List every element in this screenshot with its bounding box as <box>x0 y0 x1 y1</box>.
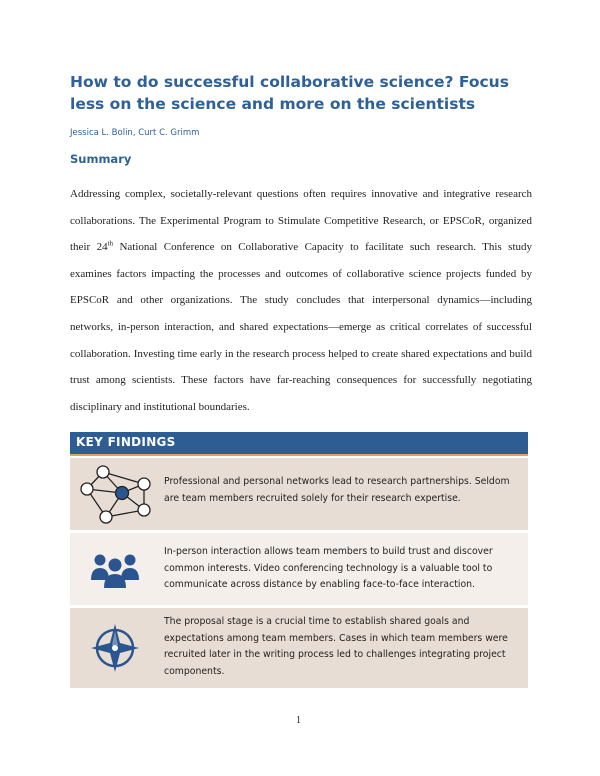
finding-row <box>70 458 528 530</box>
compass-icon <box>70 608 160 688</box>
summary-text-part-a: Addressing complex, societally-relevant questions often requires innovative and integrative research collaborations. The Experimental Program to Stimulate Competitive Research, or EPSCoR, organized their 24 <box>70 188 532 254</box>
summary-heading: Summary <box>70 152 132 166</box>
finding-row <box>70 608 528 688</box>
finding-row <box>70 533 528 605</box>
paper-title: How to do successful collaborative science? Focus less on the science and more on the scientists <box>70 73 509 113</box>
summary-paragraph <box>70 181 532 420</box>
network-icon <box>70 458 160 530</box>
ordinal-superscript: th <box>107 239 114 248</box>
finding-text: The proposal stage is a crucial time to establish shared goals and expectations among team members. Cases in which team members were recruited later in the writing process led to challenges integrating project components. <box>164 616 508 677</box>
finding-text: In-person interaction allows team members to build trust and discover common interests. Video conferencing technology is a valuable tool to communicate across distance by enabling face-to-face interaction. <box>164 546 493 590</box>
page-number: 1 <box>296 715 301 726</box>
summary-text-part-b: National Conference on Collaborative Capacity to facilitate such research. This study examines factors impacting the processes and outcomes of collaborative science projects funded by EPSCoR and other organizations. The study concludes that interpersonal dynamics—including networks, in-person interaction, and shared expectations—emerge as critical correlates of successful collaboration. Investing time early in the research process helped to create shared expectations and build trust among scientists. These factors have far-reaching consequences for successfully negotiating disciplinary and institutional boundaries. <box>70 241 532 413</box>
author-list: Jessica L. Bolin, Curt C. Grimm <box>70 128 200 138</box>
key-findings-heading: KEY FINDINGS <box>76 435 176 449</box>
key-findings-banner <box>70 432 528 456</box>
people-group-icon <box>70 533 160 605</box>
finding-text: Professional and personal networks lead to research partnerships. Seldom are team members recruited solely for their research expertise. <box>164 476 510 504</box>
